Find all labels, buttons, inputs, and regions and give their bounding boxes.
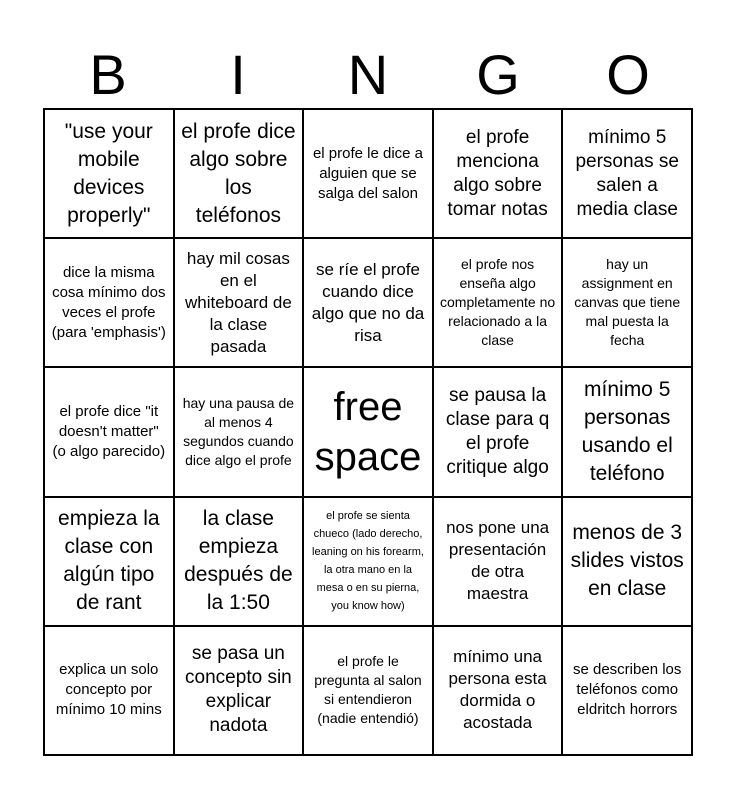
cell-text: hay un assignment en canvas que tiene mal puesta la fecha — [574, 256, 681, 349]
cell-text: el profe le pregunta al salon si entendieron (nadie entendió) — [314, 653, 422, 727]
bingo-cell[interactable] — [562, 626, 692, 755]
bingo-cell[interactable] — [562, 497, 692, 626]
bingo-cell[interactable] — [433, 367, 563, 496]
cell-text: dice la misma cosa mínimo dos veces el profe (para 'emphasis') — [51, 263, 166, 341]
free-space-cell[interactable] — [303, 367, 433, 496]
cell-text: el profe dice algo sobre los teléfonos — [181, 119, 296, 227]
cell-text: explica un solo concepto por mínimo 10 mins — [55, 661, 162, 719]
cell-text: la clase empieza después de la 1:50 — [184, 507, 293, 615]
bingo-cell[interactable] — [433, 238, 563, 367]
cell-text: el profe le dice a alguien que se salga del salon — [312, 144, 424, 202]
bingo-cell[interactable] — [44, 109, 174, 238]
cell-text: el profe menciona algo sobre tomar notas — [447, 126, 548, 220]
cell-text: mínimo 5 personas se salen a media clase — [575, 126, 679, 220]
cell-text: el profe dice "it doesn't matter" (o algo parecido) — [52, 402, 166, 460]
header-letter-n: N — [347, 43, 389, 106]
bingo-board — [43, 108, 693, 756]
cell-text: nos pone una presentación de otra maestra — [446, 518, 550, 604]
bingo-cell[interactable] — [174, 367, 304, 496]
bingo-cell[interactable] — [174, 238, 304, 367]
cell-text: free space — [314, 384, 422, 479]
cell-text: mínimo 5 personas usando el teléfono — [581, 377, 673, 485]
bingo-cell[interactable] — [433, 626, 563, 755]
cell-text: hay una pausa de al menos 4 segundos cuando dice algo el profe — [182, 394, 295, 468]
cell-text: se ríe el profe cuando dice algo que no da risa — [311, 259, 425, 345]
cell-text: mínimo una persona esta dormida o acostada — [448, 647, 547, 733]
bingo-cell[interactable] — [433, 497, 563, 626]
cell-text: se pausa la clase para q el profe critique algo — [445, 384, 550, 478]
cell-text: menos de 3 slides vistos en clase — [570, 521, 684, 601]
header-letter-g: G — [476, 43, 520, 106]
header-letter-i: I — [230, 43, 246, 106]
bingo-cell[interactable] — [562, 109, 692, 238]
bingo-cell[interactable] — [174, 626, 304, 755]
cell-text: se pasa un concepto sin explicar nadota — [185, 643, 292, 737]
header-letter-b: B — [89, 43, 127, 106]
bingo-cell[interactable] — [44, 238, 174, 367]
bingo-cell[interactable] — [174, 109, 304, 238]
bingo-cell[interactable] — [562, 367, 692, 496]
cell-text: se describen los teléfonos como eldritch horrors — [572, 661, 682, 719]
bingo-cell[interactable] — [562, 238, 692, 367]
bingo-cell[interactable] — [433, 109, 563, 238]
bingo-cell[interactable] — [303, 497, 433, 626]
cell-text: el profe se sienta chueco (lado derecho, leaning on his forearm, la otra mano en la mesa o en su pierna, you know how) — [312, 510, 424, 613]
header-letter-o: O — [606, 43, 650, 106]
bingo-cell[interactable] — [303, 109, 433, 238]
bingo-cell[interactable] — [44, 626, 174, 755]
bingo-cell[interactable] — [303, 626, 433, 755]
bingo-cell[interactable] — [44, 497, 174, 626]
bingo-header — [43, 45, 693, 105]
cell-text: "use your mobile devices properly" — [64, 119, 153, 227]
bingo-cell[interactable] — [303, 238, 433, 367]
cell-text: hay mil cosas en el whiteboard de la clase pasada — [184, 248, 292, 356]
cell-text: el profe nos enseña algo completamente no relacionado a la clase — [440, 256, 556, 349]
bingo-cell[interactable] — [174, 497, 304, 626]
cell-text: empieza la clase con algún tipo de rant — [58, 507, 160, 615]
bingo-cell[interactable] — [44, 367, 174, 496]
